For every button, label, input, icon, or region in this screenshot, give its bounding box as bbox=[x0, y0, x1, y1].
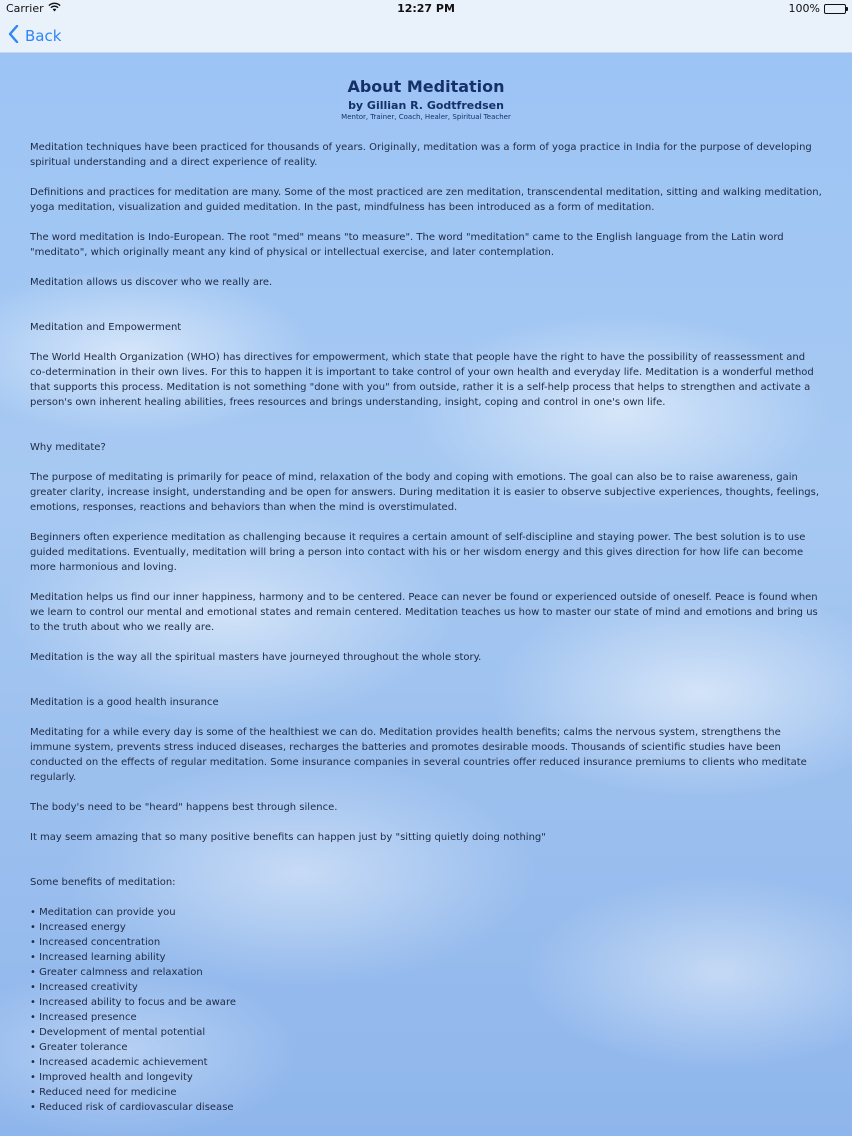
section-heading: Some benefits of meditation: bbox=[30, 877, 176, 888]
list-item: • Greater calmness and relaxation bbox=[30, 967, 203, 978]
status-time: 12:27 PM bbox=[397, 2, 455, 15]
section-heading: Meditation and Empowerment bbox=[30, 322, 182, 333]
article-scroll-view[interactable] bbox=[0, 53, 852, 1136]
page-title: About Meditation bbox=[347, 77, 505, 96]
back-button[interactable] bbox=[8, 24, 61, 48]
list-item: • Increased creativity bbox=[30, 982, 138, 993]
status-bar bbox=[0, 0, 852, 18]
back-label: Back bbox=[25, 27, 62, 45]
section-heading: Meditation is a good health insurance bbox=[30, 697, 219, 708]
paragraph: The word meditation is Indo-European. The root "med" means "to measure". The word "meditation" came to the English language from the Latin word "meditato", which originally meant any kind of physical or intellectual exercise, and later contemplation. bbox=[30, 232, 784, 258]
battery-icon bbox=[824, 4, 846, 14]
list-item: • Increased energy bbox=[30, 922, 126, 933]
status-right bbox=[789, 2, 846, 15]
paragraph: Meditation is the way all the spiritual masters have journeyed throughout the whole story. bbox=[30, 652, 482, 663]
carrier-label: Carrier bbox=[6, 2, 44, 15]
list-item: • Increased academic achievement bbox=[30, 1057, 208, 1068]
list-item: • Increased learning ability bbox=[30, 952, 166, 963]
paragraph: The purpose of meditating is primarily for peace of mind, relaxation of the body and coping with emotions. The goal can also be to raise awareness, gain greater clarity, increase insight, understanding and be open for answers. During meditation it is easier to observe subjective experiences, thoughts, feelings, emotions, responses, reactions and behaviors than when the mind is overstimulated. bbox=[30, 472, 820, 513]
list-item: • Reduced need for medicine bbox=[30, 1087, 177, 1098]
list-item: • Meditation can provide you bbox=[30, 907, 176, 918]
list-item: • Greater tolerance bbox=[30, 1042, 128, 1053]
author-roles: Mentor, Trainer, Coach, Healer, Spiritual Teacher bbox=[341, 113, 511, 121]
paragraph: Definitions and practices for meditation are many. Some of the most practiced are zen meditation, transcendental meditation, sitting and walking meditation, yoga meditation, visualization and guided meditation. In the past, mindfulness has been introduced as a form of meditation. bbox=[30, 187, 822, 213]
list-item: • Increased concentration bbox=[30, 937, 161, 948]
benefits-list bbox=[30, 905, 822, 1115]
paragraph: It may seem amazing that so many positive benefits can happen just by "sitting quietly doing nothing" bbox=[30, 832, 546, 843]
paragraph: Meditation techniques have been practiced for thousands of years. Originally, meditation was a form of yoga practice in India for the purpose of developing spiritual understanding and a direct experience of reality. bbox=[30, 142, 812, 168]
author-line: by Gillian R. Godtfredsen bbox=[348, 99, 504, 112]
list-item: • Increased presence bbox=[30, 1012, 137, 1023]
section-heading: Why meditate? bbox=[30, 442, 106, 453]
paragraph: Meditation allows us discover who we really are. bbox=[30, 277, 273, 288]
list-item: • Reduced risk of cardiovascular disease bbox=[30, 1102, 234, 1113]
list-item: • Development of mental potential bbox=[30, 1027, 206, 1038]
list-item: • Increased ability to focus and be aware bbox=[30, 997, 236, 1008]
list-item: • Improved health and longevity bbox=[30, 1072, 193, 1083]
paragraph: The World Health Organization (WHO) has directives for empowerment, which state that people have the right to have the possibility of reassessment and co-determination in their own lives. For this to happen it is important to take control of your own health and everyday life. Meditation is a wonderful method that supports this process. Meditation is not something "done with you" from outside, rather it is a self-help process that helps to strengthen and activate a person's own inherent healing abilities, frees resources and brings understanding, insight, coping and control in one's own life. bbox=[30, 352, 814, 408]
paragraph: The body's need to be "heard" happens best through silence. bbox=[30, 802, 338, 813]
paragraph: Beginners often experience meditation as challenging because it requires a certain amount of self-discipline and staying power. The best solution is to use guided meditations. Eventually, meditation will bring a person into contact with his or her wisdom energy and this gives direction for how life can become more harmonious and loving. bbox=[30, 532, 806, 573]
battery-percent: 100% bbox=[788, 2, 820, 15]
paragraph: Meditating for a while every day is some of the healthiest we can do. Meditation provides health benefits; calms the nervous system, strengthens the immune system, prevents stress induced diseases, recharges the batteries and promotes desirable moods. Thousands of scientific studies have been conducted on the effects of regular meditation. Some insurance companies in several countries offer reduced insurance premiums to clients who meditate regularly. bbox=[30, 727, 807, 783]
article-body bbox=[0, 140, 852, 1115]
chevron-left-icon bbox=[8, 25, 19, 47]
navigation-bar bbox=[0, 18, 852, 53]
paragraph: Meditation helps us find our inner happiness, harmony and to be centered. Peace can never be found or experienced outside of oneself. Peace is found when we learn to control our mental and emotional states and remain centered. Meditation teaches us how to master our state of mind and emotions and bring us to the truth about who we really are. bbox=[30, 592, 818, 633]
